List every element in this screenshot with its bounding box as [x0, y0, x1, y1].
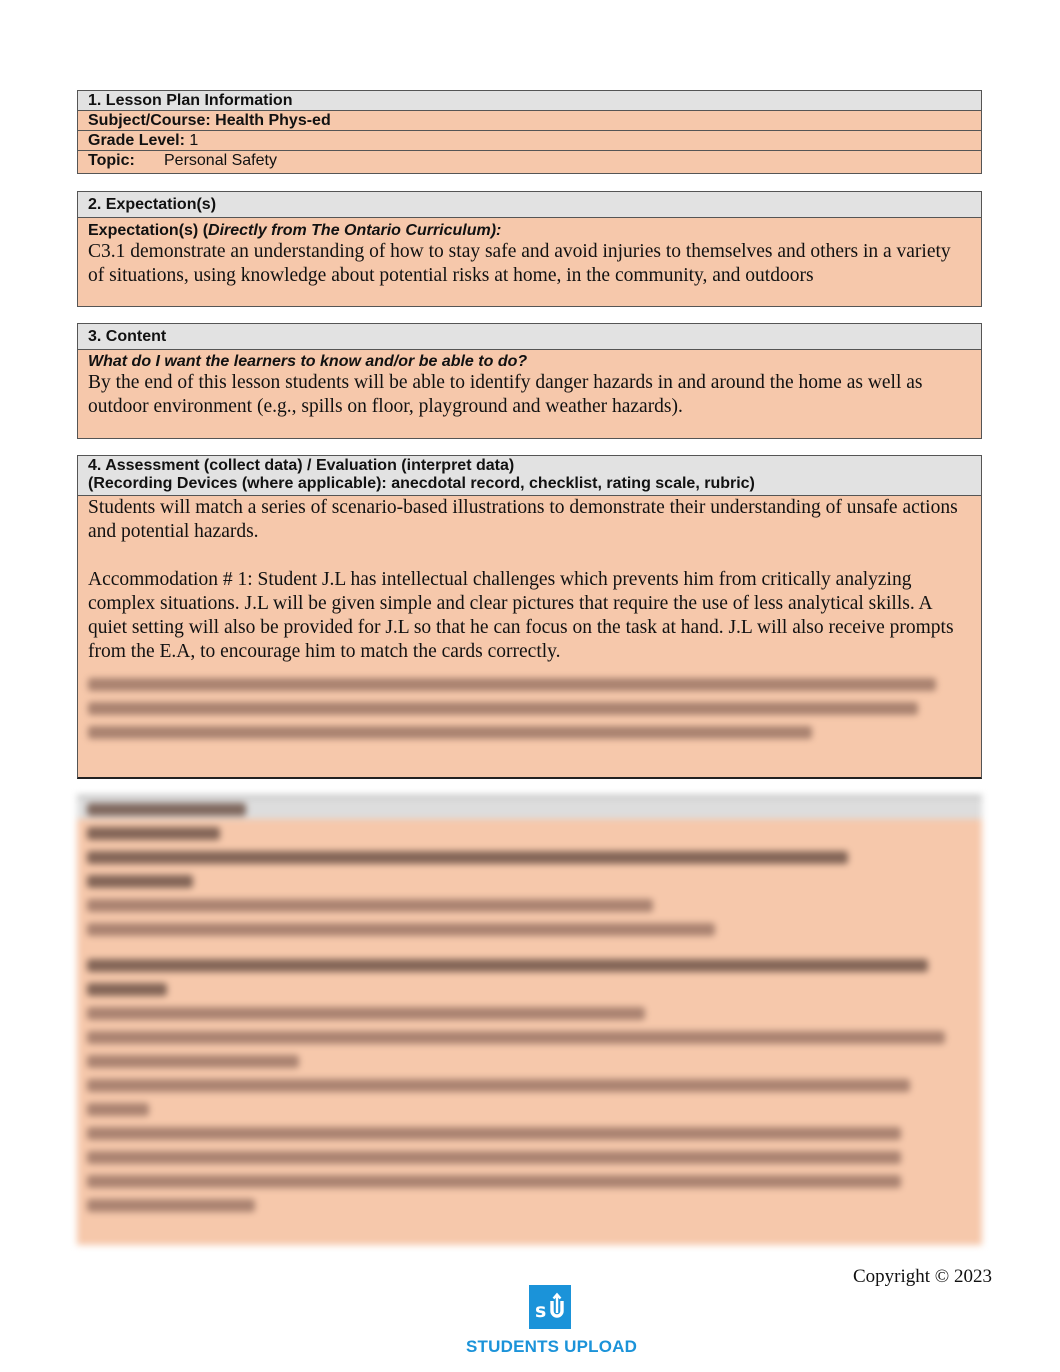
section-3-title: 3. Content — [88, 328, 167, 345]
blurred-line — [87, 803, 246, 816]
blurred-line — [87, 827, 220, 840]
blurred-line — [87, 851, 848, 864]
blurred-learning-context-section — [77, 795, 982, 1245]
blurred-line — [87, 983, 167, 996]
blurred-section-body — [77, 819, 982, 1245]
section-1-header — [78, 91, 981, 111]
grade-row — [78, 131, 981, 151]
expectation-text: C3.1 demonstrate an understanding of how to stay safe and avoid injuries to themselves and others in a variety of situations, using knowledge about potential risks at home, in the community, and outdoors — [88, 241, 951, 286]
blurred-line — [88, 678, 936, 691]
section-4-title-line-1: 4. Assessment (collect data) / Evaluation (interpret data) — [88, 457, 515, 474]
grade-label: Grade Level: — [88, 132, 185, 149]
expectations-section — [77, 191, 982, 307]
blurred-line — [87, 1007, 645, 1020]
section-4-title-line-2: (Recording Devices (where applicable): anecdotal record, checklist, rating scale, rubric) — [88, 475, 755, 492]
blurred-line — [87, 1151, 901, 1164]
blurred-section-header — [77, 795, 982, 819]
assessment-section — [77, 455, 982, 779]
blurred-line — [87, 1199, 255, 1212]
section-2-header — [78, 192, 981, 218]
blurred-accommodation-2 — [78, 664, 981, 739]
blurred-line — [87, 1103, 149, 1116]
svg-text:s: s — [535, 1300, 547, 1322]
topic-label: Topic: — [88, 152, 135, 169]
section-1-title: 1. Lesson Plan Information — [88, 92, 293, 109]
blurred-line — [87, 1127, 901, 1140]
subject-row — [78, 111, 981, 131]
content-question — [78, 350, 981, 371]
content-section — [77, 323, 982, 439]
expectation-label-prefix: Expectation(s) ( — [88, 222, 209, 239]
brand-name[interactable]: STUDENTS UPLOAD — [466, 1337, 638, 1356]
expectation-label-source: Directly from The Ontario Curriculum): — [208, 222, 502, 239]
expectation-label — [78, 218, 981, 240]
section-3-header — [78, 324, 981, 350]
blurred-line — [87, 875, 193, 888]
blurred-line — [88, 702, 918, 715]
topic-row — [78, 151, 981, 171]
blurred-line — [88, 726, 812, 739]
content-text: By the end of this lesson students will be able to identify danger hazards in and around the home as well as outdoor environment (e.g., spills on floor, playground and weather hazards). — [88, 372, 923, 417]
assessment-paragraph-1: Students will match a series of scenario-based illustrations to demonstrate their understanding of unsafe actions and potential hazards. — [88, 497, 958, 542]
grade-value: 1 — [189, 132, 199, 149]
blurred-line — [87, 1055, 299, 1068]
students-upload-logo-icon — [529, 1285, 571, 1329]
copyright-text: Copyright © 2023 — [853, 1266, 992, 1287]
blurred-line — [87, 959, 928, 972]
blurred-line — [87, 1175, 901, 1188]
section-4-header — [78, 456, 981, 496]
section-2-title: 2. Expectation(s) — [88, 196, 217, 213]
blurred-line — [87, 1079, 910, 1092]
subject-value: Health Phys-ed — [215, 112, 331, 129]
blurred-line — [87, 899, 653, 912]
lesson-plan-information-section — [77, 90, 982, 174]
topic-value: Personal Safety — [164, 152, 277, 169]
content-question-text: What do I want the learners to know and/or be able to do? — [88, 353, 528, 370]
blurred-line — [87, 923, 715, 936]
subject-label: Subject/Course: — [88, 112, 211, 129]
blurred-line — [87, 1031, 945, 1044]
assessment-paragraph-2: Accommodation # 1: Student J.L has intellectual challenges which prevents him from critically analyzing complex situations. J.L will be given simple and clear pictures that require the use of less analytical skills. A quiet setting will also be provided for J.L so that he can focus on the task at hand. J.L will also receive prompts from the E.A, to encourage him to match the cards correctly. — [88, 569, 954, 662]
